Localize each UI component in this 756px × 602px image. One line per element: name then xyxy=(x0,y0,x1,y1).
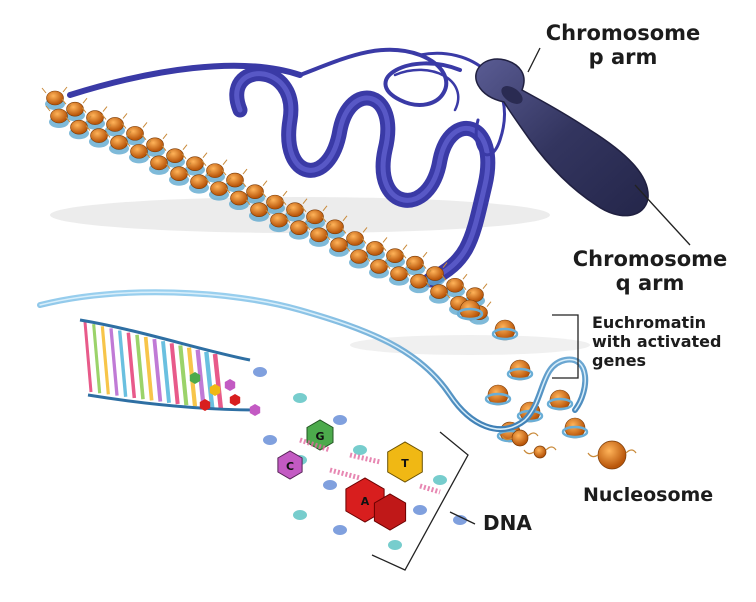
base-pair-rung xyxy=(172,343,178,404)
sugar-phosphate xyxy=(353,445,367,455)
histone xyxy=(107,117,124,131)
nucleosome xyxy=(598,441,626,469)
histone xyxy=(347,231,364,245)
q-arm-label xyxy=(560,248,740,295)
sugar-phosphate xyxy=(413,505,427,515)
base-pair-rung xyxy=(94,324,100,393)
histone xyxy=(167,149,184,163)
histone xyxy=(207,164,224,178)
base-small xyxy=(225,379,235,391)
base-letter: T xyxy=(401,457,409,470)
histone xyxy=(151,156,168,170)
histone xyxy=(411,274,428,288)
base-pair-rung xyxy=(102,326,108,394)
q-arm-leader xyxy=(635,185,690,245)
p-arm-label-line2: p arm xyxy=(588,44,658,69)
base-pair-rung xyxy=(120,331,126,397)
histone xyxy=(91,129,108,143)
base-pair-rung xyxy=(85,322,91,392)
base-small xyxy=(250,404,260,416)
histone xyxy=(267,195,284,209)
histone xyxy=(371,259,388,273)
base-pair-rung xyxy=(180,345,186,405)
sugar-phosphate xyxy=(388,540,402,550)
histone xyxy=(287,203,304,217)
histone xyxy=(331,238,348,252)
histone xyxy=(387,249,404,263)
base-pair-rung xyxy=(146,337,152,400)
histone xyxy=(51,109,68,123)
sugar-phosphate xyxy=(333,415,347,425)
sugar-phosphate xyxy=(323,480,337,490)
histone xyxy=(187,157,204,171)
histone xyxy=(67,102,84,116)
base-pair-rung xyxy=(163,341,169,403)
base-letter: A xyxy=(360,495,370,508)
base-small xyxy=(230,394,240,406)
histone xyxy=(447,278,464,292)
sugar-phosphate xyxy=(293,510,307,520)
q-arm-label-line1: Chromosome xyxy=(572,247,728,271)
histone xyxy=(131,144,148,158)
dna-label: DNA xyxy=(483,511,532,535)
nucleosome xyxy=(512,430,528,446)
euchromatin-label-line2: with activated xyxy=(592,332,722,352)
base-pair-rung xyxy=(206,352,212,409)
nucleosome xyxy=(534,446,546,458)
q-arm-label-line2: q arm xyxy=(615,270,685,295)
histone xyxy=(71,120,88,134)
base-pair-rung xyxy=(128,333,134,398)
hydrogen-bond xyxy=(330,470,360,478)
histone xyxy=(111,135,128,149)
histone xyxy=(247,185,264,199)
base-pair-rung xyxy=(111,328,117,395)
histone xyxy=(431,285,448,299)
base-letter: G xyxy=(315,430,325,443)
histone xyxy=(307,210,324,224)
histone xyxy=(311,228,328,242)
sugar-phosphate xyxy=(253,367,267,377)
base-pair-rung xyxy=(215,354,221,410)
euchromatin-label-line1: Euchromatin xyxy=(592,313,707,332)
euchromatin-label xyxy=(592,313,721,371)
sugar-phosphate xyxy=(263,435,277,445)
base-pair-rung xyxy=(154,339,160,402)
histone xyxy=(251,203,268,217)
euchromatin-label-line3: genes xyxy=(592,351,647,371)
histone xyxy=(407,256,424,270)
histone xyxy=(171,167,188,181)
base-letter: C xyxy=(285,460,295,473)
histone xyxy=(271,213,288,227)
p-arm-label-line1: Chromosome xyxy=(545,21,701,45)
base-pair-rung xyxy=(137,335,143,399)
histone xyxy=(231,191,248,205)
histone xyxy=(391,267,408,281)
p-arm-label xyxy=(533,22,713,69)
histone xyxy=(291,221,308,235)
sugar-phosphate xyxy=(293,393,307,403)
histone xyxy=(47,91,64,105)
histone xyxy=(427,267,444,281)
hydrogen-bond xyxy=(420,486,440,492)
histone xyxy=(87,111,104,125)
histone xyxy=(351,249,368,263)
sugar-phosphate xyxy=(333,525,347,535)
histone xyxy=(191,175,208,189)
base-pairs xyxy=(190,367,467,550)
hydrogen-bond xyxy=(350,455,380,462)
nucleosome-label: Nucleosome xyxy=(583,484,714,506)
sugar-phosphate xyxy=(433,475,447,485)
supercoil xyxy=(70,50,505,280)
histone xyxy=(211,182,228,196)
histone xyxy=(147,138,164,152)
